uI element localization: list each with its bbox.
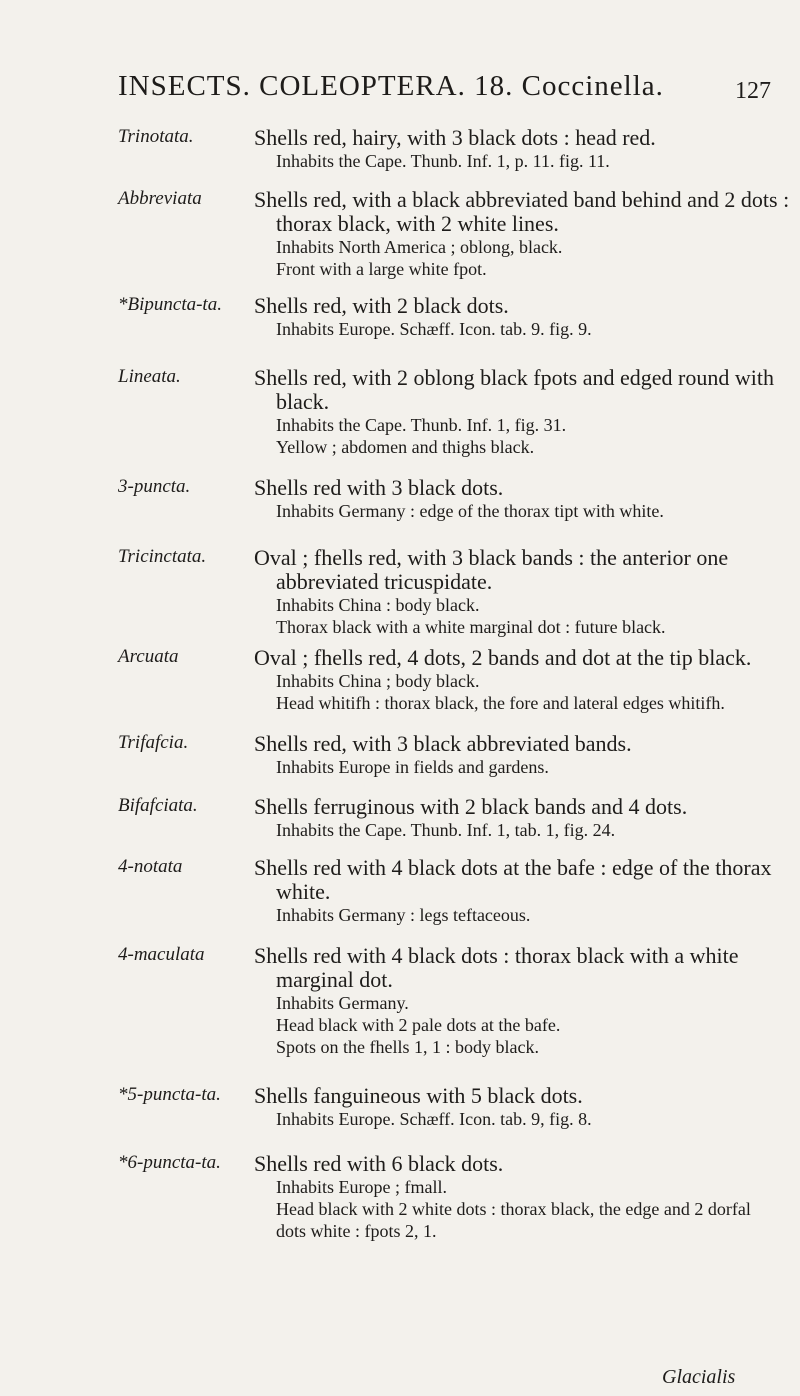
page-number: 127 [735,78,771,104]
species-description: Shells red, with a black abbreviated band behind and 2 dots : [254,187,790,212]
species-name: Tricinctata. [118,546,207,567]
species-description-block [254,546,794,638]
species-detail: Inhabits Germany : legs teftaceous. [276,905,531,925]
running-header: INSECTS. COLEOPTERA. 18. Coccinella. [118,70,664,102]
species-description-block [254,1084,794,1130]
species-name: Trifafcia. [118,732,189,753]
species-detail: Inhabits North America ; oblong, black. [276,237,563,257]
species-description: Shells red with 3 black dots. [254,475,504,500]
species-description-block [254,944,794,1058]
species-name: Lineata. [118,366,181,387]
species-description-block [254,646,794,714]
species-description-continued: abbreviated tricuspidate. [276,569,493,594]
species-detail: Inhabits the Cape. Thunb. Inf. 1, tab. 1, fig. 24. [276,820,616,840]
species-detail: Thorax black with a white marginal dot : future black. [276,617,666,637]
species-description-block [254,732,794,778]
species-description-continued: black. [276,389,330,414]
species-detail: Head black with 2 white dots : thorax black, the edge and 2 dorfal [276,1199,751,1219]
species-description-block [254,476,794,522]
species-name: 4-notata [118,856,183,877]
species-description-block [254,1152,794,1242]
species-description: Shells ferruginous with 2 black bands and 4 dots. [254,794,688,819]
species-name: 3-puncta. [118,476,191,497]
species-detail: Head whitifh : thorax black, the fore and lateral edges whitifh. [276,693,725,713]
species-detail: Inhabits Europe in fields and gardens. [276,757,549,777]
species-description: Shells fanguineous with 5 black dots. [254,1083,583,1108]
species-detail: Inhabits the Cape. Thunb. Inf. 1, p. 11. fig. 11. [276,151,610,171]
species-description-block [254,366,794,458]
catchword: Glacialis [662,1366,736,1388]
species-description-continued: white. [276,879,331,904]
species-name: 4-maculata [118,944,205,965]
species-description: Shells red with 4 black dots : thorax black with a white [254,943,739,968]
species-detail: Inhabits Europe. Schæff. Icon. tab. 9, fig. 8. [276,1109,592,1129]
species-description: Shells red, with 3 black abbreviated bands. [254,731,632,756]
species-name: Abbreviata [118,188,202,209]
species-detail: Inhabits Germany : edge of the thorax tipt with white. [276,501,664,521]
species-detail: dots white : fpots 2, 1. [276,1221,437,1241]
species-description-block [254,188,794,280]
species-name: Bifafciata. [118,795,198,816]
species-detail: Inhabits Europe ; fmall. [276,1177,447,1197]
species-detail: Inhabits Europe. Schæff. Icon. tab. 9. fig. 9. [276,319,592,339]
species-description: Oval ; fhells red, with 3 black bands : the anterior one [254,545,729,570]
species-description: Shells red, with 2 black dots. [254,293,509,318]
species-detail: Inhabits China : body black. [276,595,480,615]
species-description-block [254,795,794,841]
species-name: Trinotata. [118,126,194,147]
species-detail: Inhabits Germany. [276,993,409,1013]
species-detail: Inhabits the Cape. Thunb. Inf. 1, fig. 31. [276,415,567,435]
species-detail: Yellow ; abdomen and thighs black. [276,437,535,457]
species-description: Shells red with 4 black dots at the bafe : edge of the thorax [254,855,772,880]
species-description-block [254,126,794,172]
species-name: *5-puncta-ta. [118,1084,221,1105]
species-description: Oval ; fhells red, 4 dots, 2 bands and dot at the tip black. [254,645,752,670]
species-description: Shells red, with 2 oblong black fpots and edged round with [254,365,774,390]
species-detail: Head black with 2 pale dots at the bafe. [276,1015,561,1035]
species-description-block [254,856,794,926]
species-name: *Bipuncta-ta. [118,294,222,315]
species-description-continued: marginal dot. [276,967,393,992]
species-detail: Inhabits China ; body black. [276,671,480,691]
species-detail: Spots on the fhells 1, 1 : body black. [276,1037,539,1057]
species-name: Arcuata [118,646,179,667]
species-description-continued: thorax black, with 2 white lines. [276,211,559,236]
species-description-block [254,294,794,340]
species-description: Shells red, hairy, with 3 black dots : head red. [254,125,656,150]
species-detail: Front with a large white fpot. [276,259,487,279]
species-name: *6-puncta-ta. [118,1152,221,1173]
species-description: Shells red with 6 black dots. [254,1151,504,1176]
